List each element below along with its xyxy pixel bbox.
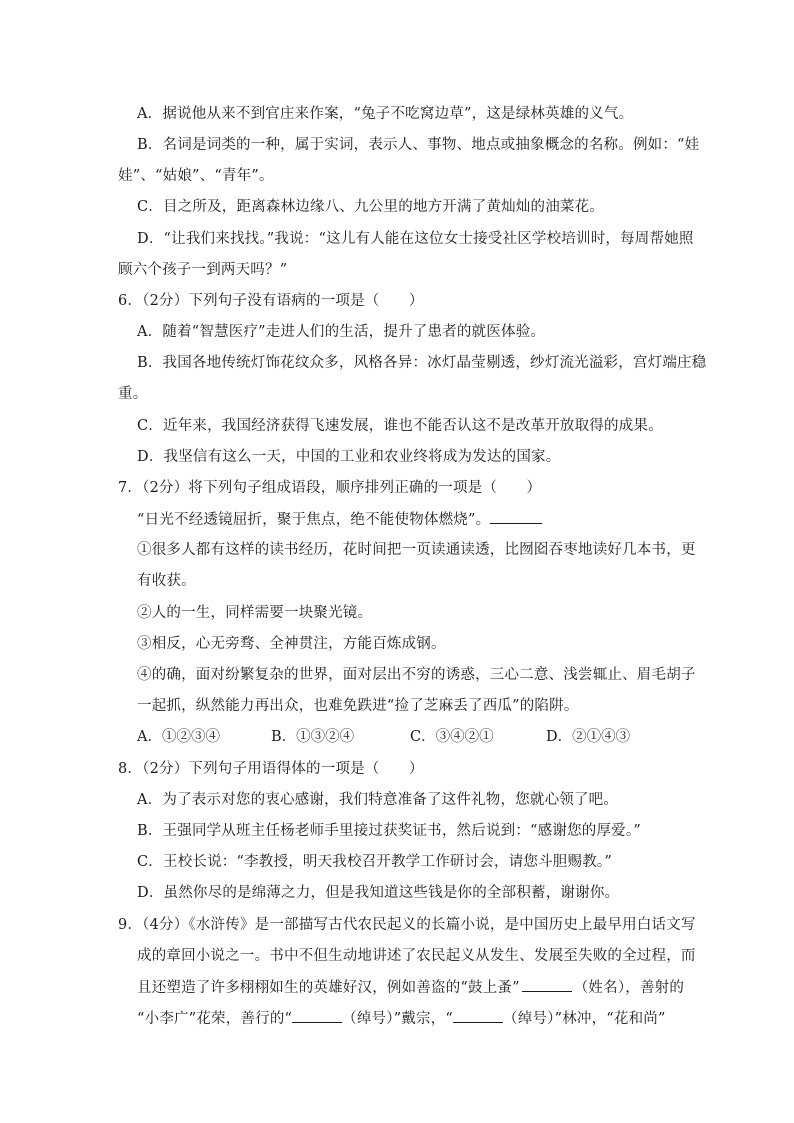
q8-option-d: D．虽然你尽的是绵薄之力，但是我知道这些钱是你的全部积蓄，谢谢你。: [137, 885, 620, 901]
q9-line4: [137, 1008, 666, 1029]
q7-sentence-2: ②人的一生，同样需要一块聚光镜。: [137, 605, 373, 621]
q7-options-row: [137, 727, 657, 747]
q7-sentence-1-line2: 有收获。: [137, 573, 196, 589]
q7-option-a: A．①②③④: [137, 729, 220, 745]
q9-line4-text-b: （绰号）”戴宗，“: [342, 1011, 454, 1027]
q5-option-d-line2: 顾六个孩子一到两天吗？”: [118, 262, 288, 278]
q7-sentence-1-line1: ①很多人都有这样的读书经历，花时间把一页读通读透，比囫囵吞枣地读好几本书，更: [137, 542, 696, 558]
q9-line3: [137, 977, 684, 998]
q5-option-c: C．目之所及，距离森林边缘八、九公里的地方开满了黄灿灿的油菜花。: [137, 199, 604, 215]
q8-option-c: C．王校长说：“李教授，明天我校召开教学工作研讨会，请您斗胆赐教。”: [137, 854, 612, 870]
q6-stem: 6．（2分）下列句子没有语病的一项是（ ）: [118, 293, 424, 309]
q9-blank-name[interactable]: [522, 977, 572, 992]
q7-option-b: B．①③②④: [271, 729, 355, 745]
q7-option-d: D．②①④③: [546, 729, 631, 745]
q5-option-d-line1: D．“让我们来找找。”我说：“这儿有人能在这位女士接受社区学校培训时，每周帮她照: [137, 231, 694, 247]
q7-sentence-3: ③相反，心无旁骛、全神贯注，方能百炼成钢。: [137, 636, 446, 652]
q9-line3-text-b: （姓名），善射的: [573, 980, 685, 996]
q9-line1: 9．（4分）《水浒传》是一部描写古代农民起义的长篇小说，是中国历史上最早用白话文写: [118, 917, 696, 933]
q8-stem: 8．（2分）下列句子用语得体的一项是（ ）: [118, 761, 424, 777]
q6-option-c: C．近年来，我国经济获得飞速发展，谁也不能否认这不是改革开放取得的成果。: [137, 418, 663, 434]
q7-quote-line: [137, 509, 542, 530]
q7-answer-blank: [490, 509, 542, 524]
q6-option-b-line2: 重。: [118, 386, 148, 402]
q5-option-a: A．据说他从来不到官庄来作案，“兔子不吃窝边草”，这是绿林英雄的义气。: [137, 106, 634, 122]
q7-sentence-4-line2: 一起抓，纵然能力再出众，也难免跌进“捡了芝麻丢了西瓜”的陷阱。: [137, 698, 579, 714]
q5-option-b-line2: 娃”、“姑娘”、“青年”。: [118, 168, 274, 184]
q9-blank-nickname-1[interactable]: [292, 1008, 342, 1023]
q6-option-a: A．随着“智慧医疗”走进人们的生活，提升了患者的就医体验。: [137, 324, 546, 340]
q8-option-a: A．为了表示对您的衷心感谢，我们特意准备了这件礼物，您就心领了吧。: [137, 792, 619, 808]
q6-option-d: D．我坚信有这么一天，中国的工业和农业终将成为发达的国家。: [137, 449, 561, 465]
q9-line4-text-a: “小李广”花荣，善行的“: [137, 1011, 293, 1027]
q7-sentence-4-line1: ④的确，面对纷繁复杂的世界，面对层出不穷的诱惑，三心二意、浅尝辄止、眉毛胡子: [137, 667, 696, 683]
q9-line4-text-c: （绰号）”林冲，“花和尚”: [503, 1011, 666, 1027]
q8-option-b: B．王强同学从班主任杨老师手里接过获奖证书，然后说到：“感谢您的厚爱。”: [137, 823, 641, 839]
q7-quote: “日光不经透镜屈折，聚于焦点，绝不能使物体燃烧”。: [137, 512, 491, 528]
q7-stem: 7．（2分）将下列句子组成语段，顺序排列正确的一项是（ ）: [118, 480, 542, 496]
q9-blank-nickname-2[interactable]: [453, 1008, 503, 1023]
q9-line3-text-a: 且还塑造了许多栩栩如生的英雄好汉，例如善盗的“鼓上蚤”: [137, 980, 520, 996]
q6-option-b-line1: B．我国各地传统灯饰花纹众多，风格各异：冰灯晶莹剔透，纱灯流光溢彩，宫灯端庄稳: [137, 355, 707, 371]
q9-line2: 成的章回小说之一。书中不但生动地讲述了农民起义从发生、发展至失败的全过程，而: [137, 948, 696, 964]
q5-option-b-line1: B．名词是词类的一种，属于实词，表示人、事物、地点或抽象概念的名称。例如：“娃: [137, 137, 700, 153]
q7-option-c: C．③④②①: [410, 729, 494, 745]
